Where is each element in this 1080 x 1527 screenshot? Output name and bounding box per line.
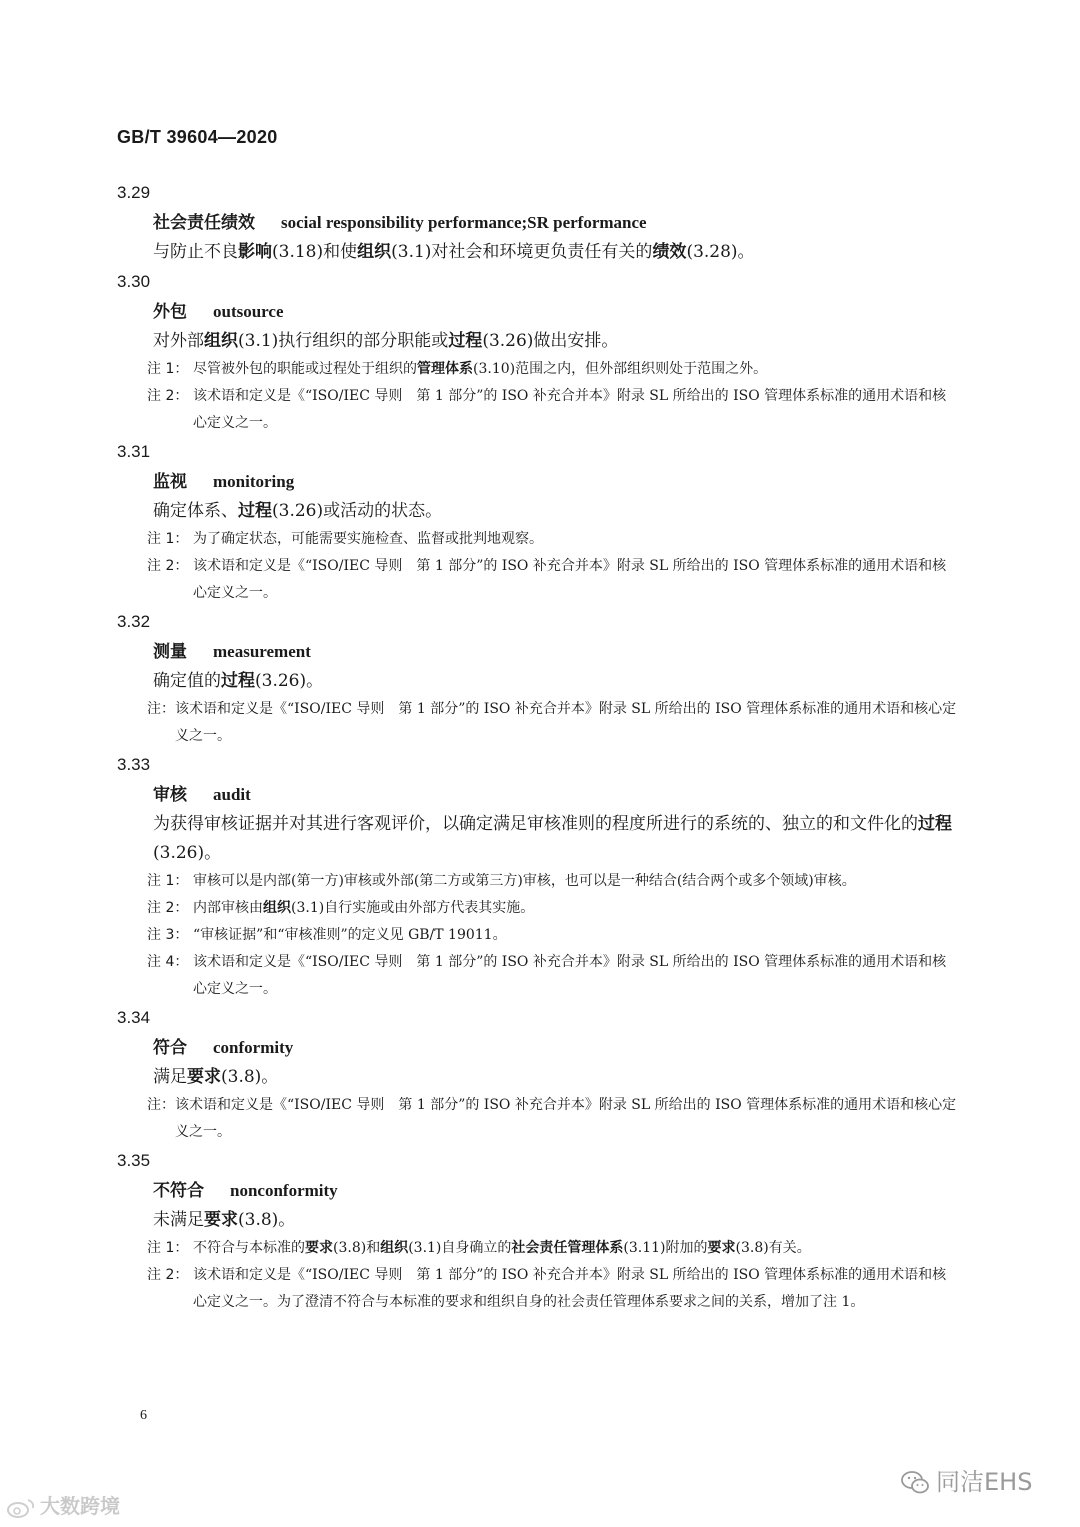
note-label: 注 1： bbox=[147, 361, 189, 377]
term-chinese: 不符合 bbox=[153, 1181, 204, 1201]
note-text: 该术语和定义是《“ISO/IEC 导则 第 1 部分”的 ISO 补充合并本》附录 SL 所给出的 ISO 管理体系标准的通用术语和核心定义之一。 bbox=[193, 388, 947, 431]
entry-number: 3.35 bbox=[117, 1151, 151, 1170]
note-text: 该术语和定义是《“ISO/IEC 导则 第 1 部分”的 ISO 补充合并本》附录 SL 所给出的 ISO 管理体系标准的通用术语和核心定义之一。 bbox=[193, 558, 947, 601]
term-entry bbox=[117, 1003, 957, 1146]
term-note bbox=[117, 526, 957, 553]
term-heading bbox=[117, 467, 957, 497]
term-note bbox=[117, 949, 957, 1003]
term-definition: 为获得审核证据并对其进行客观评价，以确定满足审核准则的程度所进行的系统的、独立的和文件化的过程(3.26)。 bbox=[153, 814, 952, 863]
term-heading bbox=[117, 208, 957, 238]
term-chinese: 社会责任绩效 bbox=[153, 213, 255, 233]
term-chinese: 符合 bbox=[153, 1038, 187, 1058]
term-note bbox=[117, 696, 957, 750]
watermark-right bbox=[900, 1462, 1032, 1497]
note-text: “审核证据”和“审核准则”的定义见 GB/T 19011。 bbox=[193, 927, 507, 943]
term-definition: 满足要求(3.8)。 bbox=[153, 1067, 279, 1087]
note-label: 注 4： bbox=[147, 954, 189, 970]
wechat-icon bbox=[900, 1470, 930, 1496]
note-label: 注 1： bbox=[147, 531, 189, 547]
term-english: monitoring bbox=[213, 472, 295, 491]
term-note bbox=[117, 868, 957, 895]
term-definition: 确定体系、过程(3.26)或活动的状态。 bbox=[153, 501, 443, 521]
term-english: audit bbox=[213, 785, 251, 804]
term-english: outsource bbox=[213, 302, 284, 321]
note-label: 注 2： bbox=[147, 1267, 189, 1283]
note-label: 注 2： bbox=[147, 900, 189, 916]
note-label: 注 3： bbox=[147, 927, 189, 943]
term-english: social responsibility performance;SR performance bbox=[281, 213, 647, 232]
note-label: 注 2： bbox=[147, 558, 189, 574]
term-chinese: 监视 bbox=[153, 472, 187, 492]
term-chinese: 审核 bbox=[153, 785, 187, 805]
note-label: 注 1： bbox=[147, 873, 189, 889]
page-number: 6 bbox=[140, 1408, 147, 1423]
term-note bbox=[117, 922, 957, 949]
term-chinese: 外包 bbox=[153, 302, 187, 322]
note-text: 审核可以是内部(第一方)审核或外部(第二方或第三方)审核，也可以是一种结合(结合两个或多个领域)审核。 bbox=[193, 873, 856, 889]
term-definition: 确定值的过程(3.26)。 bbox=[153, 671, 324, 691]
note-text: 内部审核由组织(3.1)自行实施或由外部方代表其实施。 bbox=[193, 900, 535, 916]
term-entry bbox=[117, 267, 957, 437]
term-heading bbox=[117, 1176, 957, 1206]
watermark-left bbox=[6, 1490, 120, 1519]
note-label: 注： bbox=[147, 1097, 175, 1113]
term-heading bbox=[117, 1033, 957, 1063]
note-text: 该术语和定义是《“ISO/IEC 导则 第 1 部分”的 ISO 补充合并本》附录 SL 所给出的 ISO 管理体系标准的通用术语和核心定义之一。 bbox=[175, 701, 957, 744]
entry-number: 3.32 bbox=[117, 612, 151, 631]
watermark-left-text: 大数跨境 bbox=[40, 1494, 120, 1518]
term-english: nonconformity bbox=[230, 1181, 338, 1200]
term-heading bbox=[117, 780, 957, 810]
note-label: 注 2： bbox=[147, 388, 189, 404]
entry-number: 3.33 bbox=[117, 755, 151, 774]
term-note bbox=[117, 1235, 957, 1262]
note-label: 注： bbox=[147, 701, 175, 717]
entry-number: 3.31 bbox=[117, 442, 151, 461]
note-text: 该术语和定义是《“ISO/IEC 导则 第 1 部分”的 ISO 补充合并本》附录 SL 所给出的 ISO 管理体系标准的通用术语和核心定义之一。为了澄清不符合与本标准的要求和组织自身的社会责任管理体系要求之间的关系，增加了注 1。 bbox=[193, 1267, 947, 1310]
weibo-icon bbox=[6, 1497, 36, 1519]
term-note bbox=[117, 1092, 957, 1146]
entry-number: 3.30 bbox=[117, 272, 151, 291]
term-definition: 对外部组织(3.1)执行组织的部分职能或过程(3.26)做出安排。 bbox=[153, 331, 619, 351]
term-entry bbox=[117, 750, 957, 1003]
term-note bbox=[117, 553, 957, 607]
term-definition: 未满足要求(3.8)。 bbox=[153, 1210, 296, 1230]
term-note bbox=[117, 895, 957, 922]
term-chinese: 测量 bbox=[153, 642, 187, 662]
term-entry bbox=[117, 437, 957, 607]
term-note bbox=[117, 383, 957, 437]
entry-number: 3.29 bbox=[117, 183, 151, 202]
term-english: conformity bbox=[213, 1038, 294, 1057]
term-entry bbox=[117, 1146, 957, 1316]
term-entry bbox=[117, 178, 957, 267]
note-text: 尽管被外包的职能或过程处于组织的管理体系(3.10)范围之内，但外部组织则处于范围之外。 bbox=[193, 361, 768, 377]
note-text: 不符合与本标准的要求(3.8)和组织(3.1)自身确立的社会责任管理体系(3.11)附加的要求(3.8)有关。 bbox=[193, 1240, 811, 1256]
watermark-right-text: 同洁EHS bbox=[936, 1468, 1033, 1496]
term-note bbox=[117, 356, 957, 383]
term-definition: 与防止不良影响(3.18)和使组织(3.1)对社会和环境更负责任有关的绩效(3.28)。 bbox=[153, 242, 755, 262]
terms-list bbox=[117, 178, 957, 1316]
term-english: measurement bbox=[213, 642, 311, 661]
note-text: 该术语和定义是《“ISO/IEC 导则 第 1 部分”的 ISO 补充合并本》附录 SL 所给出的 ISO 管理体系标准的通用术语和核心定义之一。 bbox=[175, 1097, 957, 1140]
entry-number: 3.34 bbox=[117, 1008, 151, 1027]
note-text: 为了确定状态，可能需要实施检查、监督或批判地观察。 bbox=[193, 531, 543, 547]
term-entry bbox=[117, 607, 957, 750]
standard-number: GB/T 39604—2020 bbox=[117, 127, 278, 147]
note-text: 该术语和定义是《“ISO/IEC 导则 第 1 部分”的 ISO 补充合并本》附录 SL 所给出的 ISO 管理体系标准的通用术语和核心定义之一。 bbox=[193, 954, 947, 997]
term-heading bbox=[117, 297, 957, 327]
term-heading bbox=[117, 637, 957, 667]
term-note bbox=[117, 1262, 957, 1316]
note-label: 注 1： bbox=[147, 1240, 189, 1256]
